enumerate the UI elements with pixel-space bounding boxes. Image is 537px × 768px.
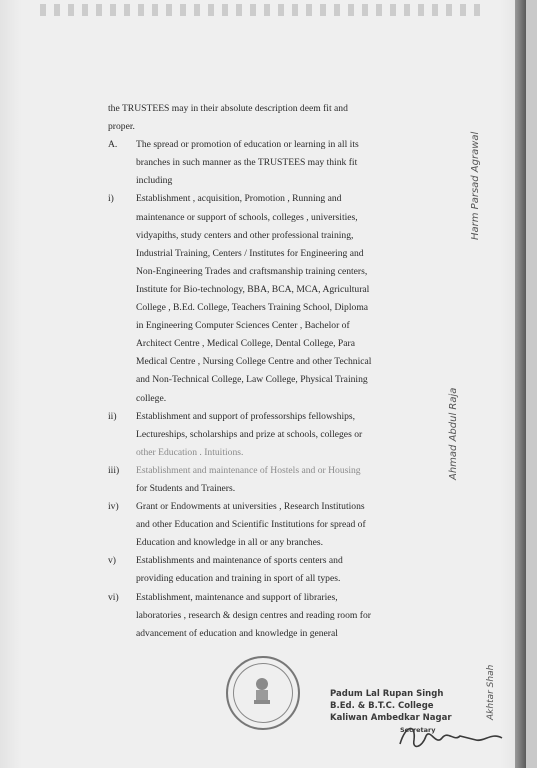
item-line: Establishment, maintenance and support of libraries, xyxy=(136,591,338,603)
item-line: and Non-Technical College, Law College, Physical Training xyxy=(136,374,368,386)
item-marker: i) xyxy=(108,193,114,205)
emblem-icon xyxy=(252,676,272,706)
item-line: Medical Centre , Nursing College Centre and other Technical xyxy=(136,356,372,368)
item-marker: iii) xyxy=(108,464,120,476)
item-marker: v) xyxy=(108,555,116,567)
item-line: Institute for Bio-technology, BBA, BCA, MCA, Agricultural xyxy=(136,283,370,295)
list-item-iii xyxy=(108,462,420,498)
item-line: for Students and Trainers. xyxy=(136,482,236,494)
text-line: proper. xyxy=(108,121,135,133)
item-line: Establishments and maintenance of sports centers and xyxy=(136,555,343,567)
official-seal xyxy=(226,656,300,730)
text-line: the TRUSTEES may in their absolute description deem fit and xyxy=(108,103,348,114)
stamp-line: B.Ed. & B.T.C. College xyxy=(330,701,434,711)
item-line: college. xyxy=(136,392,167,404)
margin-signature-note: Ahmad Abdul Raja xyxy=(448,387,459,480)
item-line: maintenance or support of schools, colleges , universities, xyxy=(136,211,358,223)
item-line: College , B.Ed. College, Teachers Training School, Diploma xyxy=(136,302,369,314)
document-body xyxy=(108,100,420,643)
item-line: Architect Centre , Medical College, Dental College, Para xyxy=(136,338,355,350)
list-item-v xyxy=(108,552,420,588)
list-item-iv xyxy=(108,498,420,552)
margin-signature-note: Harm Parsad Agrawal xyxy=(470,131,481,240)
item-line: vidyapiths, study centers and other professional training, xyxy=(136,229,354,241)
item-marker: vi) xyxy=(108,591,119,603)
stamp-line: Kaliwan Ambedkar Nagar xyxy=(330,713,452,723)
list-item-a xyxy=(108,136,420,190)
item-marker: iv) xyxy=(108,501,119,513)
list-item-i xyxy=(108,190,420,407)
list-item-ii xyxy=(108,408,420,462)
item-line: Establishment and maintenance of Hostels and or Housing xyxy=(136,464,361,476)
item-line: including xyxy=(136,175,173,187)
item-line: Lectureships, scholarships and prize at schools, colleges or xyxy=(136,428,363,440)
item-line: and other Education and Scientific Institutions for spread of xyxy=(136,519,366,531)
stamp-secretary-label: Secretary xyxy=(400,726,436,734)
item-line: The spread or promotion of education or learning in all its xyxy=(136,139,359,151)
item-line: Establishment , acquisition, Promotion , Running and xyxy=(136,193,342,205)
stamp-line: Padum Lal Rupan Singh xyxy=(330,689,444,699)
item-line: in Engineering Computer Sciences Center , Bachelor of xyxy=(136,320,350,332)
signature-mark xyxy=(396,718,506,758)
item-line: Industrial Training, Centers / Institutes for Engineering and xyxy=(136,247,364,259)
item-marker: A. xyxy=(108,139,118,151)
item-line: Non-Engineering Trades and craftsmanship training centers, xyxy=(136,265,368,277)
item-line: laboratories , research & design centres and reading room for xyxy=(136,609,371,621)
item-line: branches in such manner as the TRUSTEES may think fit xyxy=(136,157,358,169)
scan-smudge xyxy=(40,4,480,16)
item-line: other Education . Intuitions. xyxy=(136,446,244,458)
item-line: Education and knowledge in all or any branches. xyxy=(136,537,324,549)
item-line: Establishment and support of professorships fellowships, xyxy=(136,410,356,422)
page-edge-shadow xyxy=(515,0,526,768)
item-line: providing education and training in sport of all types. xyxy=(136,573,341,585)
item-line: Grant or Endowments at universities , Research Institutions xyxy=(136,501,365,513)
item-marker: ii) xyxy=(108,410,117,422)
item-line: advancement of education and knowledge in general xyxy=(136,627,338,639)
margin-signature-note: Akhtar Shah xyxy=(486,664,496,720)
list-item-vi xyxy=(108,589,420,643)
